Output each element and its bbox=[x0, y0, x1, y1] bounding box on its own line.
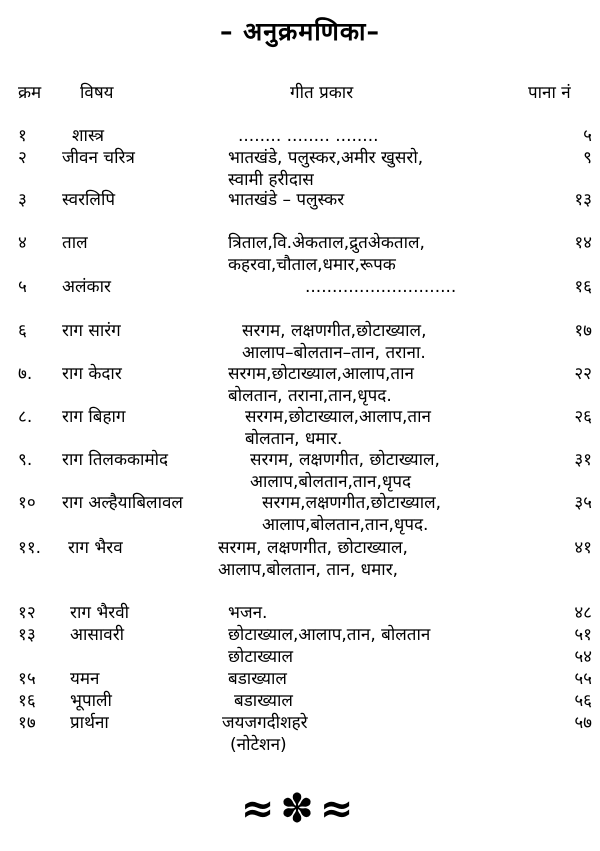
entry-type: ............................ bbox=[305, 277, 457, 297]
entry-num: १३ bbox=[18, 625, 36, 645]
entry-num: ६ bbox=[18, 321, 27, 341]
entry-page: ५४ bbox=[574, 647, 592, 667]
header-subject: विषय bbox=[80, 83, 114, 103]
entry-page: २२ bbox=[574, 364, 592, 384]
entry-subject: ताल bbox=[62, 233, 88, 253]
entry-type-cont: कहरवा,चौताल,धमार,रूपक bbox=[228, 255, 396, 275]
entry-subject: यमन bbox=[70, 669, 100, 689]
entry-page: २६ bbox=[574, 407, 592, 427]
entry-num: ९. bbox=[18, 450, 33, 470]
entry-num: ८. bbox=[18, 407, 33, 427]
entry-num: १ bbox=[18, 126, 27, 146]
entry-type: सरगम, लक्षणगीत, छोटाख्याल, bbox=[218, 538, 408, 558]
entry-type: बडाख्याल bbox=[228, 669, 287, 689]
entry-num: १२ bbox=[18, 603, 36, 623]
entry-subject: राग सारंग bbox=[62, 321, 121, 341]
entry-page: १७ bbox=[574, 321, 592, 341]
entry-type-cont: आलाप,बोलतान, तान, धमार, bbox=[218, 560, 399, 580]
entry-type: त्रिताल,वि.अेकताल,द्रुतअेकताल, bbox=[228, 233, 425, 253]
entry-page: ४१ bbox=[574, 538, 592, 558]
page-title: – अनुक्रमणिका– bbox=[219, 17, 381, 46]
entry-type: भातखंडे, पलुस्कर,अमीर खुसरो, bbox=[228, 148, 424, 168]
entry-type: भातखंडे – पलुस्कर bbox=[228, 190, 345, 210]
entry-type: भजन. bbox=[228, 603, 268, 623]
entry-page: १६ bbox=[574, 277, 592, 297]
entry-type-cont: (नोटेशन) bbox=[230, 735, 287, 755]
entry-subject: भूपाली bbox=[70, 691, 112, 711]
entry-type: सरगम,छोटाख्याल,आलाप,तान bbox=[245, 407, 431, 427]
entry-num: ३ bbox=[18, 190, 27, 210]
entry-type: सरगम,लक्षणगीत,छोटाख्याल, bbox=[262, 493, 442, 513]
entry-page: ३५ bbox=[574, 493, 592, 513]
header-num: क्रम bbox=[18, 83, 42, 103]
entry-type: सरगम, लक्षणगीत, छोटाख्याल, bbox=[250, 450, 440, 470]
entry-subject: प्रार्थना bbox=[70, 713, 109, 733]
entry-page: ४८ bbox=[574, 603, 592, 623]
entry-subject: स्वरलिपि bbox=[62, 190, 116, 210]
entry-type: सरगम, लक्षणगीत,छोटाख्याल, bbox=[242, 321, 427, 341]
entry-type-cont: आलाप,बोलतान,तान,धृपद bbox=[250, 472, 412, 492]
entry-type-cont: आलाप,बोलतान,तान,धृपद. bbox=[262, 515, 429, 535]
entry-type: छोटाख्याल bbox=[228, 647, 294, 667]
header-type: गीत प्रकार bbox=[290, 83, 354, 103]
entry-page: ९ bbox=[583, 148, 592, 168]
entry-subject: राग तिलककामोद bbox=[62, 450, 169, 470]
entry-subject: राग अल्हैयाबिलावल bbox=[62, 493, 183, 513]
entry-subject: राग बिहाग bbox=[62, 407, 126, 427]
entry-num: ५ bbox=[18, 277, 27, 297]
entry-type: छोटाख्याल,आलाप,तान, बोलतान bbox=[228, 625, 431, 645]
entry-page: ३१ bbox=[574, 450, 592, 470]
entry-subject: राग भैरव bbox=[68, 538, 123, 558]
entry-type-cont: बोलतान, धमार. bbox=[245, 429, 343, 449]
entry-page: ५७ bbox=[574, 713, 592, 733]
ornament-divider: ≈✽≈ bbox=[240, 786, 360, 832]
entry-type: ........ ........ ........ bbox=[238, 126, 379, 146]
entry-page: ५५ bbox=[574, 669, 592, 689]
entry-page: ५६ bbox=[574, 691, 592, 711]
entry-type-cont: स्वामी हरीदास bbox=[228, 170, 314, 190]
entry-num: ११. bbox=[18, 538, 42, 558]
entry-num: १० bbox=[18, 493, 36, 513]
entry-page: १३ bbox=[574, 190, 592, 210]
entry-subject: आसावरी bbox=[70, 625, 125, 645]
header-page: पाना नं bbox=[528, 83, 571, 103]
entry-num: १५ bbox=[18, 669, 36, 689]
entry-type: बडाख्याल bbox=[234, 691, 293, 711]
entry-type-cont: आलाप–बोलतान–तान, तराना. bbox=[242, 343, 426, 363]
entry-type-cont: बोलतान, तराना,तान,धृपद. bbox=[228, 386, 392, 406]
entry-subject: शास्त्र bbox=[72, 126, 104, 146]
entry-num: १७ bbox=[18, 713, 36, 733]
entry-page: ५ bbox=[583, 126, 592, 146]
entry-num: १६ bbox=[18, 691, 36, 711]
entry-type: सरगम,छोटाख्याल,आलाप,तान bbox=[228, 364, 414, 384]
entry-subject: राग केदार bbox=[62, 364, 122, 384]
entry-num: ४ bbox=[18, 233, 27, 253]
entry-num: २ bbox=[18, 148, 27, 168]
entry-subject: अलंकार bbox=[62, 277, 111, 297]
entry-subject: राग भैरवी bbox=[70, 603, 130, 623]
entry-page: ५१ bbox=[574, 625, 592, 645]
entry-page: १४ bbox=[574, 233, 592, 253]
entry-subject: जीवन चरित्र bbox=[62, 148, 135, 168]
entry-type: जयजगदीशहरे bbox=[222, 713, 308, 733]
entry-num: ७. bbox=[18, 364, 33, 384]
